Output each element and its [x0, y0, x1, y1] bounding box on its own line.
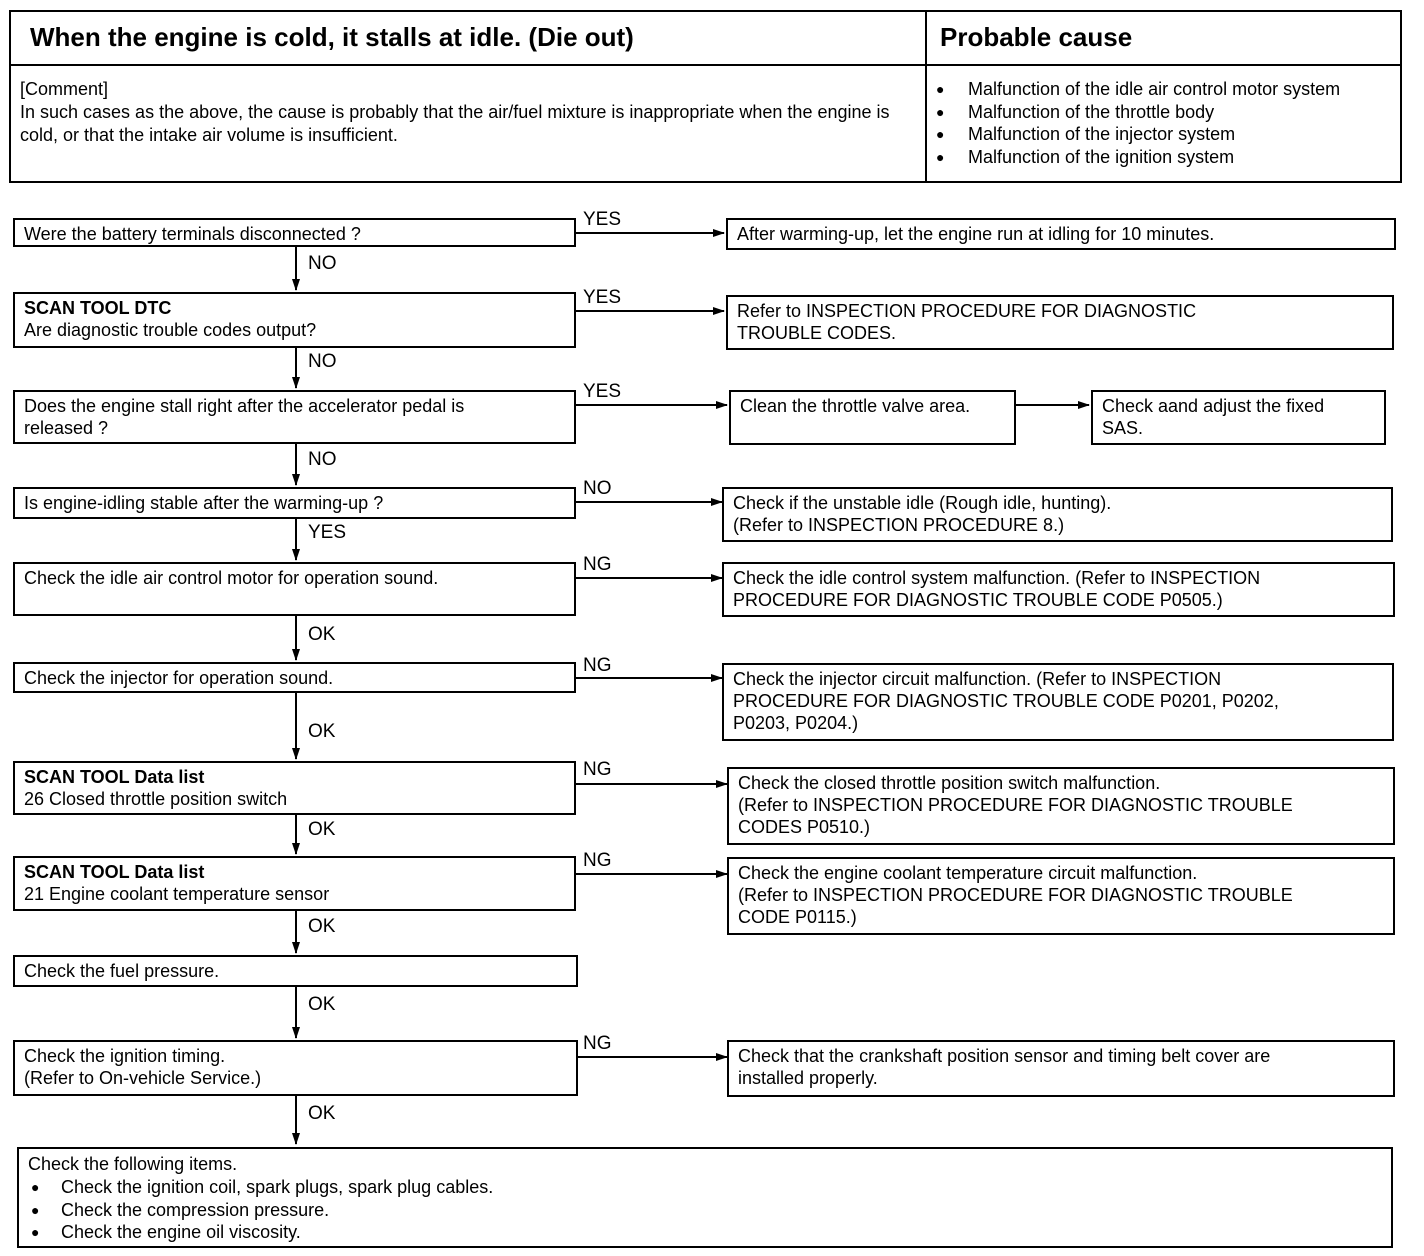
- step-scan-tool-data-21: [13, 856, 576, 911]
- step-text: (Refer to On-vehicle Service.): [24, 1068, 262, 1088]
- result-text: Check the idle control system malfunction. (Refer to INSPECTION: [733, 568, 1261, 588]
- result-crankshaft-sensor: [727, 1040, 1395, 1097]
- branch-label-yes: YES: [583, 209, 622, 230]
- step-text: Check the ignition timing.: [24, 1046, 226, 1066]
- down-label-ok: OK: [308, 994, 336, 1015]
- step-text: Are diagnostic trouble codes output?: [24, 320, 317, 340]
- cause-item: ● Malfunction of the idle air control motor system: [932, 78, 1398, 101]
- final-intro: Check the following items.: [28, 1154, 238, 1174]
- down-label-yes: YES: [308, 522, 347, 543]
- step-battery-terminals: [13, 218, 576, 247]
- result-text: CODE P0115.): [738, 907, 857, 927]
- step-text: 21 Engine coolant temperature sensor: [24, 884, 330, 904]
- down-label-no: NO: [308, 449, 337, 470]
- probable-cause-title: Probable cause: [940, 22, 1133, 52]
- down-label-no: NO: [308, 351, 337, 372]
- down-label-ok: OK: [308, 721, 336, 742]
- result-text: Check aand adjust the fixed: [1102, 396, 1325, 416]
- result-text: Refer to INSPECTION PROCEDURE FOR DIAGNOSTIC: [737, 301, 1197, 321]
- result-unstable-idle: [722, 487, 1393, 542]
- step-heading: SCAN TOOL Data list: [24, 767, 205, 787]
- down-label-ok: OK: [308, 1103, 336, 1124]
- step-idling-stable: [13, 487, 576, 519]
- result-text: CODES P0510.): [738, 817, 871, 837]
- branch-label-ng: NG: [583, 554, 612, 575]
- step-heading: SCAN TOOL DTC: [24, 298, 172, 318]
- result-idle-control-malfunction: [722, 562, 1395, 617]
- result-injector-circuit: [722, 663, 1394, 741]
- result-text: PROCEDURE FOR DIAGNOSTIC TROUBLE CODE P0505.): [733, 590, 1223, 610]
- result-text: Check that the crankshaft position sensor and timing belt cover are: [738, 1046, 1271, 1066]
- result-text: SAS.: [1102, 418, 1144, 438]
- result-text: Check the closed throttle position switch malfunction.: [738, 773, 1161, 793]
- result-text: P0203, P0204.): [733, 713, 859, 733]
- result-text: (Refer to INSPECTION PROCEDURE FOR DIAGNOSTIC TROUBLE: [738, 885, 1293, 905]
- step-text: Check the fuel pressure.: [24, 961, 220, 981]
- result-adjust-sas: [1091, 390, 1386, 445]
- result-text: installed properly.: [738, 1068, 878, 1088]
- cause-item: ● Malfunction of the ignition system: [932, 146, 1398, 169]
- down-label-no: NO: [308, 253, 337, 274]
- result-warm-up-idling: [726, 218, 1396, 250]
- result-text: Check if the unstable idle (Rough idle, hunting).: [733, 493, 1112, 513]
- branch-label-ng: NG: [583, 759, 612, 780]
- branch-label-ng: NG: [583, 655, 612, 676]
- step-ignition-timing: [13, 1040, 578, 1096]
- step-scan-tool-data-26: [13, 761, 576, 815]
- step-idle-air-motor-sound: [13, 562, 576, 616]
- final-item: ● Check the compression pressure.: [28, 1199, 1382, 1222]
- final-item: ● Check the ignition coil, spark plugs, spark plug cables.: [28, 1176, 1382, 1199]
- result-throttle-switch: [727, 767, 1395, 845]
- page-title: When the engine is cold, it stalls at idle. (Die out): [30, 22, 634, 52]
- branch-label-ng: NG: [583, 1033, 612, 1054]
- step-text: Were the battery terminals disconnected ?: [24, 224, 361, 244]
- comment-label: [Comment]: [20, 79, 109, 99]
- step-injector-sound: [13, 662, 576, 693]
- branch-label-no: NO: [583, 478, 612, 499]
- final-check-items: [17, 1147, 1393, 1248]
- branch-label-ng: NG: [583, 850, 612, 871]
- step-text: Does the engine stall right after the accelerator pedal is: [24, 396, 465, 416]
- result-text: Clean the throttle valve area.: [740, 396, 971, 416]
- down-label-ok: OK: [308, 819, 336, 840]
- result-clean-throttle: [729, 390, 1016, 445]
- final-item: ● Check the engine oil viscosity.: [28, 1221, 1382, 1244]
- cause-item: ● Malfunction of the throttle body: [932, 101, 1398, 124]
- result-text: TROUBLE CODES.: [737, 323, 897, 343]
- step-text: released ?: [24, 418, 109, 438]
- result-text: (Refer to INSPECTION PROCEDURE FOR DIAGNOSTIC TROUBLE: [738, 795, 1293, 815]
- result-text: (Refer to INSPECTION PROCEDURE 8.): [733, 515, 1065, 535]
- result-text: PROCEDURE FOR DIAGNOSTIC TROUBLE CODE P0201, P0202,: [733, 691, 1279, 711]
- comment-text: In such cases as the above, the cause is probably that the air/fuel mixture is inappropriate when the engine is cold, or that the intake air volume is insufficient.: [20, 102, 890, 145]
- down-label-ok: OK: [308, 624, 336, 645]
- result-refer-dtc: [726, 295, 1394, 350]
- step-engine-stall-pedal: [13, 390, 576, 444]
- step-text: Is engine-idling stable after the warming-up ?: [24, 493, 384, 513]
- step-heading: SCAN TOOL Data list: [24, 862, 205, 882]
- result-text: Check the engine coolant temperature circuit malfunction.: [738, 863, 1198, 883]
- step-scan-tool-dtc: [13, 292, 576, 348]
- result-text: Check the injector circuit malfunction. (Refer to INSPECTION: [733, 669, 1222, 689]
- step-text: Check the injector for operation sound.: [24, 668, 334, 688]
- branch-label-yes: YES: [583, 287, 622, 308]
- step-text: Check the idle air control motor for operation sound.: [24, 568, 439, 588]
- result-coolant-temp-circuit: [727, 857, 1395, 935]
- result-text: After warming-up, let the engine run at idling for 10 minutes.: [737, 224, 1215, 244]
- step-text: 26 Closed throttle position switch: [24, 789, 288, 809]
- down-label-ok: OK: [308, 916, 336, 937]
- step-fuel-pressure: [13, 955, 578, 987]
- cause-item: ● Malfunction of the injector system: [932, 123, 1398, 146]
- branch-label-yes: YES: [583, 381, 622, 402]
- final-item-list: [28, 1176, 1382, 1244]
